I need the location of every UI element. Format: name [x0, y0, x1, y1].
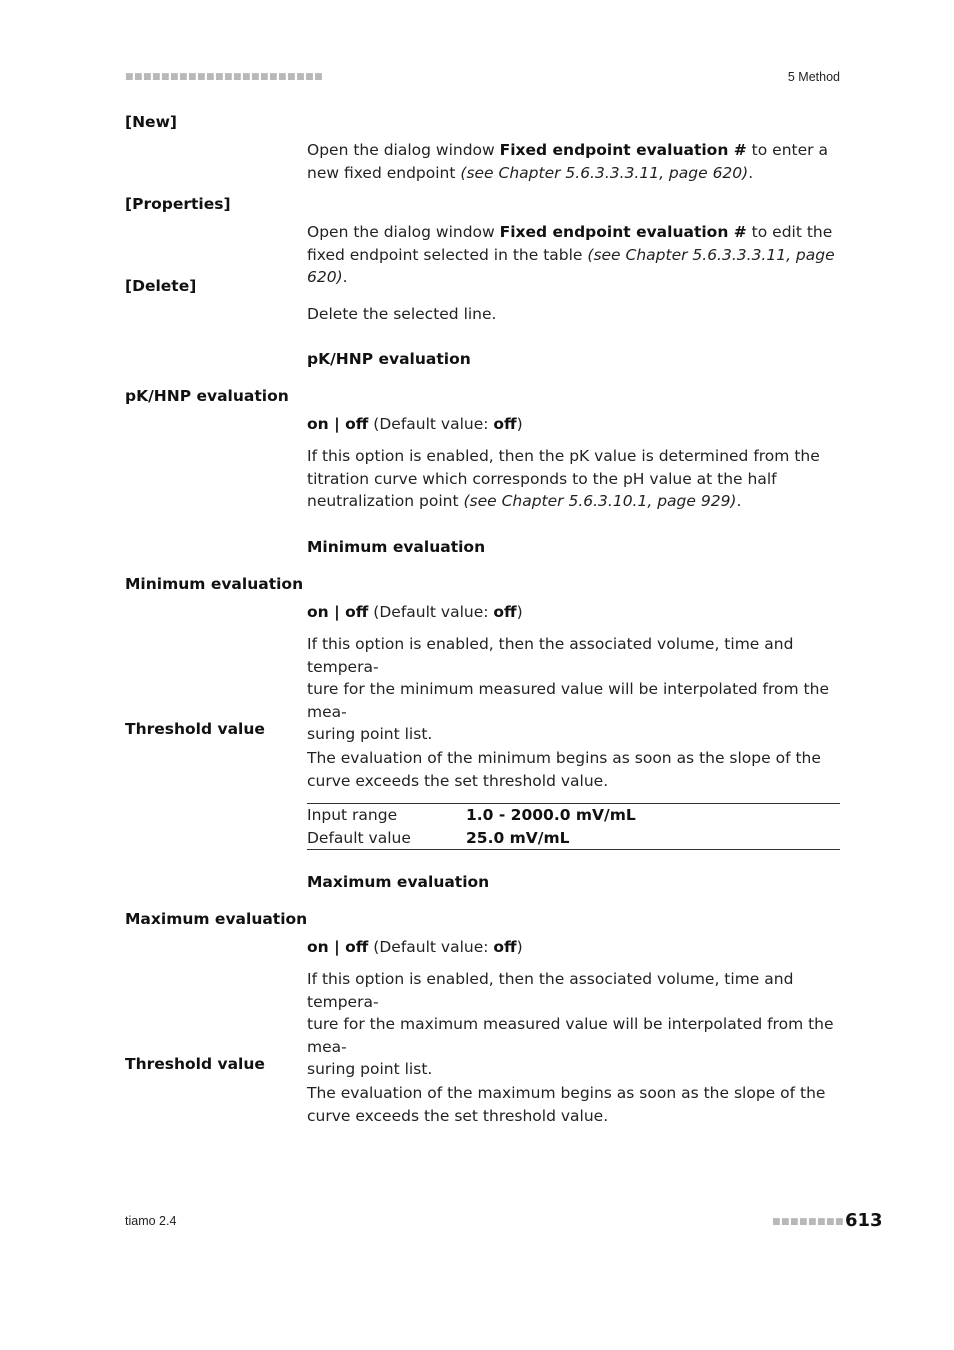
- default-label: (Default value:: [368, 938, 494, 956]
- description-minimum: [307, 633, 847, 746]
- text: If this option is enabled, then the pK value is determined from the titration curve which corresponds to the pH value at the half neutralization point: [307, 447, 820, 510]
- text: Open the dialog window: [307, 141, 500, 159]
- footer-decoration: ■■■■■■■■: [772, 1217, 845, 1227]
- term-threshold-maximum: Threshold value: [125, 1055, 265, 1073]
- section-heading-minimum: Minimum evaluation: [307, 538, 486, 556]
- term-pk-hnp: pK/HNP evaluation: [125, 387, 289, 405]
- text: .: [748, 163, 754, 182]
- description-threshold-maximum: The evaluation of the maximum begins as soon as the slope of the curve exceeds the set threshold value.: [307, 1084, 826, 1125]
- dialog-name: Fixed endpoint evaluation #: [499, 141, 747, 159]
- description-new: [307, 139, 839, 184]
- dialog-name: Fixed endpoint evaluation #: [499, 223, 747, 241]
- chapter-reference: (see Chapter 5.6.3.3.3.11, page 620): [460, 163, 749, 182]
- section-heading-pk: pK/HNP evaluation: [307, 350, 471, 368]
- chapter-reference: (see Chapter 5.6.3.3.3.11, page 620): [307, 245, 835, 286]
- default-value: off: [493, 938, 517, 956]
- text: to enter a new fixed endpoint: [307, 141, 828, 182]
- term-new: [New]: [125, 113, 177, 131]
- row-value: 25.0 mV/mL: [466, 828, 570, 847]
- text-line: ture for the maximum measured value will be interpolated from the mea-: [307, 1015, 834, 1056]
- text: ): [516, 603, 523, 621]
- page-number: 613: [845, 1210, 883, 1231]
- text-line: If this option is enabled, then the associated volume, time and tempera-: [307, 970, 794, 1011]
- table-row: [307, 827, 840, 850]
- header-section-title: 5 Method: [787, 70, 840, 84]
- option-off: off: [345, 938, 369, 956]
- text-line: ture for the minimum measured value will be interpolated from the mea-: [307, 680, 829, 721]
- text: ): [516, 415, 523, 433]
- chapter-reference: (see Chapter 5.6.3.10.1, page 929): [463, 492, 737, 510]
- section-heading-maximum: Maximum evaluation: [307, 873, 490, 891]
- options-pk: [307, 413, 847, 436]
- text: ): [516, 938, 523, 956]
- default-label: (Default value:: [368, 603, 494, 621]
- term-threshold-minimum: Threshold value: [125, 720, 265, 738]
- row-label: Default value: [307, 828, 411, 847]
- text: to edit the fixed endpoint selected in the table: [307, 223, 833, 264]
- default-value: off: [493, 603, 517, 621]
- option-on: on: [307, 603, 329, 621]
- term-delete: [Delete]: [125, 277, 197, 295]
- row-label: Input range: [307, 806, 398, 824]
- term-minimum: Minimum evaluation: [125, 575, 304, 593]
- description-delete: Delete the selected line.: [307, 305, 497, 323]
- option-on: on: [307, 938, 329, 956]
- options-maximum: [307, 936, 847, 959]
- option-separator: |: [328, 938, 346, 956]
- description-threshold-minimum: The evaluation of the minimum begins as soon as the slope of the curve exceeds the set threshold value.: [307, 749, 821, 790]
- row-value: 1.0 - 2000.0 mV/mL: [466, 806, 636, 824]
- text-line: If this option is enabled, then the associated volume, time and tempera-: [307, 635, 794, 676]
- term-properties: [Properties]: [125, 195, 231, 213]
- option-separator: |: [328, 603, 346, 621]
- term-maximum: Maximum evaluation: [125, 910, 308, 928]
- text: .: [736, 492, 742, 510]
- text: .: [342, 268, 348, 286]
- option-off: off: [345, 415, 369, 433]
- description-pk: [307, 445, 843, 513]
- header-decoration: ■■■■■■■■■■■■■■■■■■■■■■: [125, 72, 324, 82]
- default-label: (Default value:: [368, 415, 494, 433]
- option-separator: |: [328, 415, 346, 433]
- parameter-table: [307, 803, 840, 850]
- text: Open the dialog window: [307, 223, 500, 241]
- default-value: off: [493, 415, 517, 433]
- options-minimum: [307, 601, 847, 624]
- table-row: [307, 804, 840, 827]
- option-on: on: [307, 415, 329, 433]
- description-maximum: [307, 968, 847, 1081]
- description-properties: [307, 221, 843, 289]
- option-off: off: [345, 603, 369, 621]
- text-line: suring point list.: [307, 725, 433, 743]
- footer-product-name: tiamo 2.4: [125, 1214, 177, 1228]
- text-line: suring point list.: [307, 1060, 433, 1078]
